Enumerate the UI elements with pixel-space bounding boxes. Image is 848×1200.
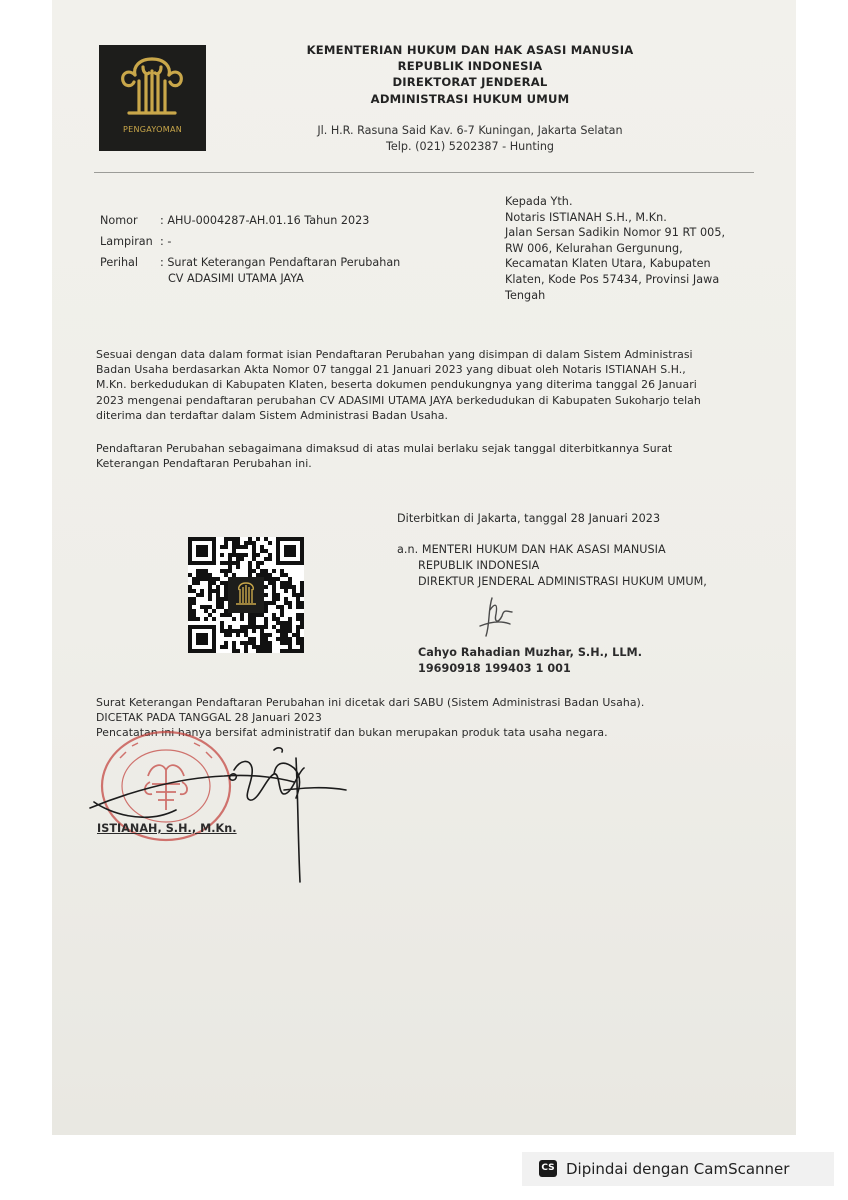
address-line: Jl. H.R. Rasuna Said Kav. 6-7 Kuningan, Jakarta Selatan [317, 124, 623, 137]
signer-name: Cahyo Rahadian Muzhar, S.H., LLM. [418, 646, 643, 659]
body-paragraph-1 [96, 347, 701, 423]
notary-name: ISTIANAH, S.H., M.Kn. [97, 822, 237, 835]
footer-line-1: Surat Keterangan Pendaftaran Perubahan ini dicetak dari SABU (Sistem Administrasi Badan Usaha). [96, 696, 645, 709]
ministry-name: KEMENTERIAN HUKUM DAN HAK ASASI MANUSIA [306, 43, 634, 57]
paragraph-line: M.Kn. berkedudukan di Kabupaten Klaten, beserta dokumen pendukungnya yang diterima tanggal 26 Januari [96, 378, 697, 392]
paragraph-line: Pendaftaran Perubahan sebagaimana dimaksud di atas mulai berlaku sejak tanggal diterbitkannya Surat [96, 442, 673, 455]
directorate-name: DIREKTORAT JENDERAL [392, 75, 548, 90]
recipient-line: Kepada Yth. [505, 195, 573, 208]
paragraph-line: diterima dan terdaftar dalam Sistem Administrasi Badan Usaha. [96, 408, 448, 422]
paragraph-line: Sesuai dengan data dalam format isian Pendaftaran Perubahan yang disimpan di dalam Sistem Administrasi [96, 348, 693, 361]
lampiran-label: Lampiran [100, 235, 153, 248]
recipient-line: Tengah [505, 288, 546, 302]
paragraph-line: 2023 mengenai pendaftaran perubahan CV ADASIMI UTAMA JAYA berkedudukan di Kabupaten Sukoharjo telah [96, 393, 701, 407]
qr-code-icon [188, 537, 304, 653]
body-paragraph-2 [96, 441, 672, 471]
logo-label: PENGAYOMAN [122, 125, 183, 134]
recipient-line: Jalan Sersan Sadikin Nomor 91 RT 005, [505, 226, 726, 240]
perihal-value: : Surat Keterangan Pendaftaran Perubahan [160, 256, 401, 269]
verification-qr-code [188, 537, 304, 653]
camscanner-text: Dipindai dengan CamScanner [566, 1160, 790, 1178]
issuance-place-date: Diterbitkan di Jakarta, tanggal 28 Januari 2023 [397, 512, 661, 525]
recipient-line: Notaris ISTIANAH S.H., M.Kn. [505, 210, 667, 224]
perihal-row [100, 255, 400, 270]
camscanner-logo-icon: CS [539, 1160, 557, 1177]
official-signature [468, 590, 528, 642]
letterhead-address [290, 123, 650, 155]
pengayoman-logo [99, 45, 206, 151]
perihal-label: Perihal [100, 256, 138, 269]
notary-signature [84, 738, 364, 888]
on-behalf-line-2: REPUBLIK INDONESIA [418, 559, 540, 572]
recipient-block [505, 194, 725, 303]
lampiran-row [100, 234, 171, 249]
on-behalf-line: a.n. MENTERI HUKUM DAN HAK ASASI MANUSIA [397, 543, 666, 556]
nomor-value: : AHU-0004287-AH.01.16 Tahun 2023 [160, 214, 370, 227]
nomor-label: Nomor [100, 214, 138, 227]
header-divider [94, 172, 754, 173]
phone-line: Telp. (021) 5202387 - Hunting [385, 140, 555, 153]
camscanner-watermark [522, 1152, 834, 1186]
footer-line-3: Pencatatan ini hanya bersifat administratif dan bukan merupakan produk tata usaha negara. [96, 726, 608, 739]
lampiran-value: : - [160, 235, 172, 248]
recipient-line: RW 006, Kelurahan Gergunung, [505, 241, 683, 255]
directorate-subname: ADMINISTRASI HUKUM UMUM [370, 91, 570, 106]
recipient-line: Kecamatan Klaten Utara, Kabupaten [505, 257, 711, 271]
perihal-value-line2: CV ADASIMI UTAMA JAYA [168, 272, 304, 285]
nomor-row [100, 213, 369, 228]
country-name: REPUBLIK INDONESIA [397, 59, 543, 74]
footer-line-2: DICETAK PADA TANGGAL 28 Januari 2023 [96, 711, 322, 724]
paragraph-line: Badan Usaha berdasarkan Akta Nomor 07 tanggal 21 Januari 2023 yang dibuat oleh Notaris ISTIANAH S.H., [96, 363, 686, 377]
signer-nip: 19690918 199403 1 001 [418, 662, 571, 675]
recipient-line: Klaten, Kode Pos 57434, Provinsi Jawa [505, 272, 720, 286]
letterhead [300, 42, 640, 107]
paragraph-line: Keterangan Pendaftaran Perubahan ini. [96, 457, 312, 471]
banyan-tree-icon [99, 45, 206, 125]
on-behalf-line-3: DIREKTUR JENDERAL ADMINISTRASI HUKUM UMUM, [418, 575, 707, 588]
